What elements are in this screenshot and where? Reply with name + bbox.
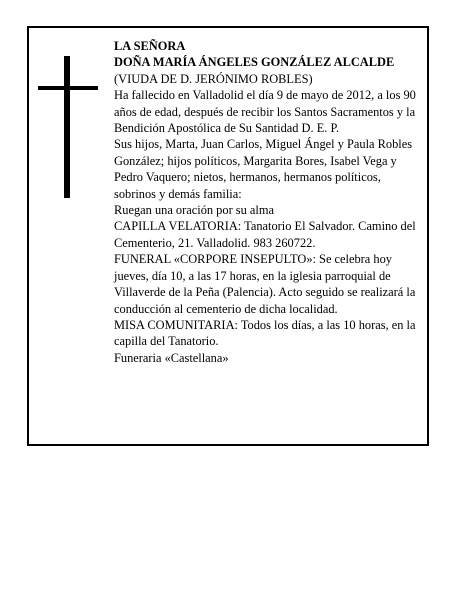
family-list: Sus hijos, Marta, Juan Carlos, Miguel Ángel y Paula Robles González; hijos políticos, Margarita Bores, Isabel Vega y Pedro Vaquero; nietos, hermanos, hermanos políticos, sobrinos y demás familia:	[114, 137, 413, 201]
funeral-info: FUNERAL «CORPORE INSEPULTO»: Se celebra hoy jueves, día 10, a las 17 horas, en la iglesia parroquial de Villaverde de la Peña (Palencia). Acto seguido se realizará la conducción al cementerio de dicha localidad.	[114, 252, 416, 316]
cross-icon	[38, 56, 98, 198]
prayer-request: Ruegan una oración por su alma	[114, 203, 274, 218]
obituary-title: LA SEÑORA	[114, 39, 186, 53]
funeral-home: Funeraria «Castellana»	[114, 350, 229, 365]
deceased-name: DOÑA MARÍA ÁNGELES GONZÁLEZ ALCALDE	[114, 55, 395, 70]
obituary-text	[114, 38, 422, 366]
death-announcement: Ha fallecido en Valladolid el día 9 de mayo de 2012, a los 90 años de edad, después de recibir los Santos Sacramentos y la Bendición Apostólica de Su Santidad D. E. P.	[114, 88, 416, 136]
widow-line: (VIUDA DE D. JERÓNIMO ROBLES)	[114, 71, 313, 86]
chapel-info: CAPILLA VELATORIA: Tanatorio El Salvador. Camino del Cementerio, 21. Valladolid. 983 260722.	[114, 219, 416, 250]
mass-info: MISA COMUNITARIA: Todos los días, a las 10 horas, en la capilla del Tanatorio.	[114, 317, 416, 349]
